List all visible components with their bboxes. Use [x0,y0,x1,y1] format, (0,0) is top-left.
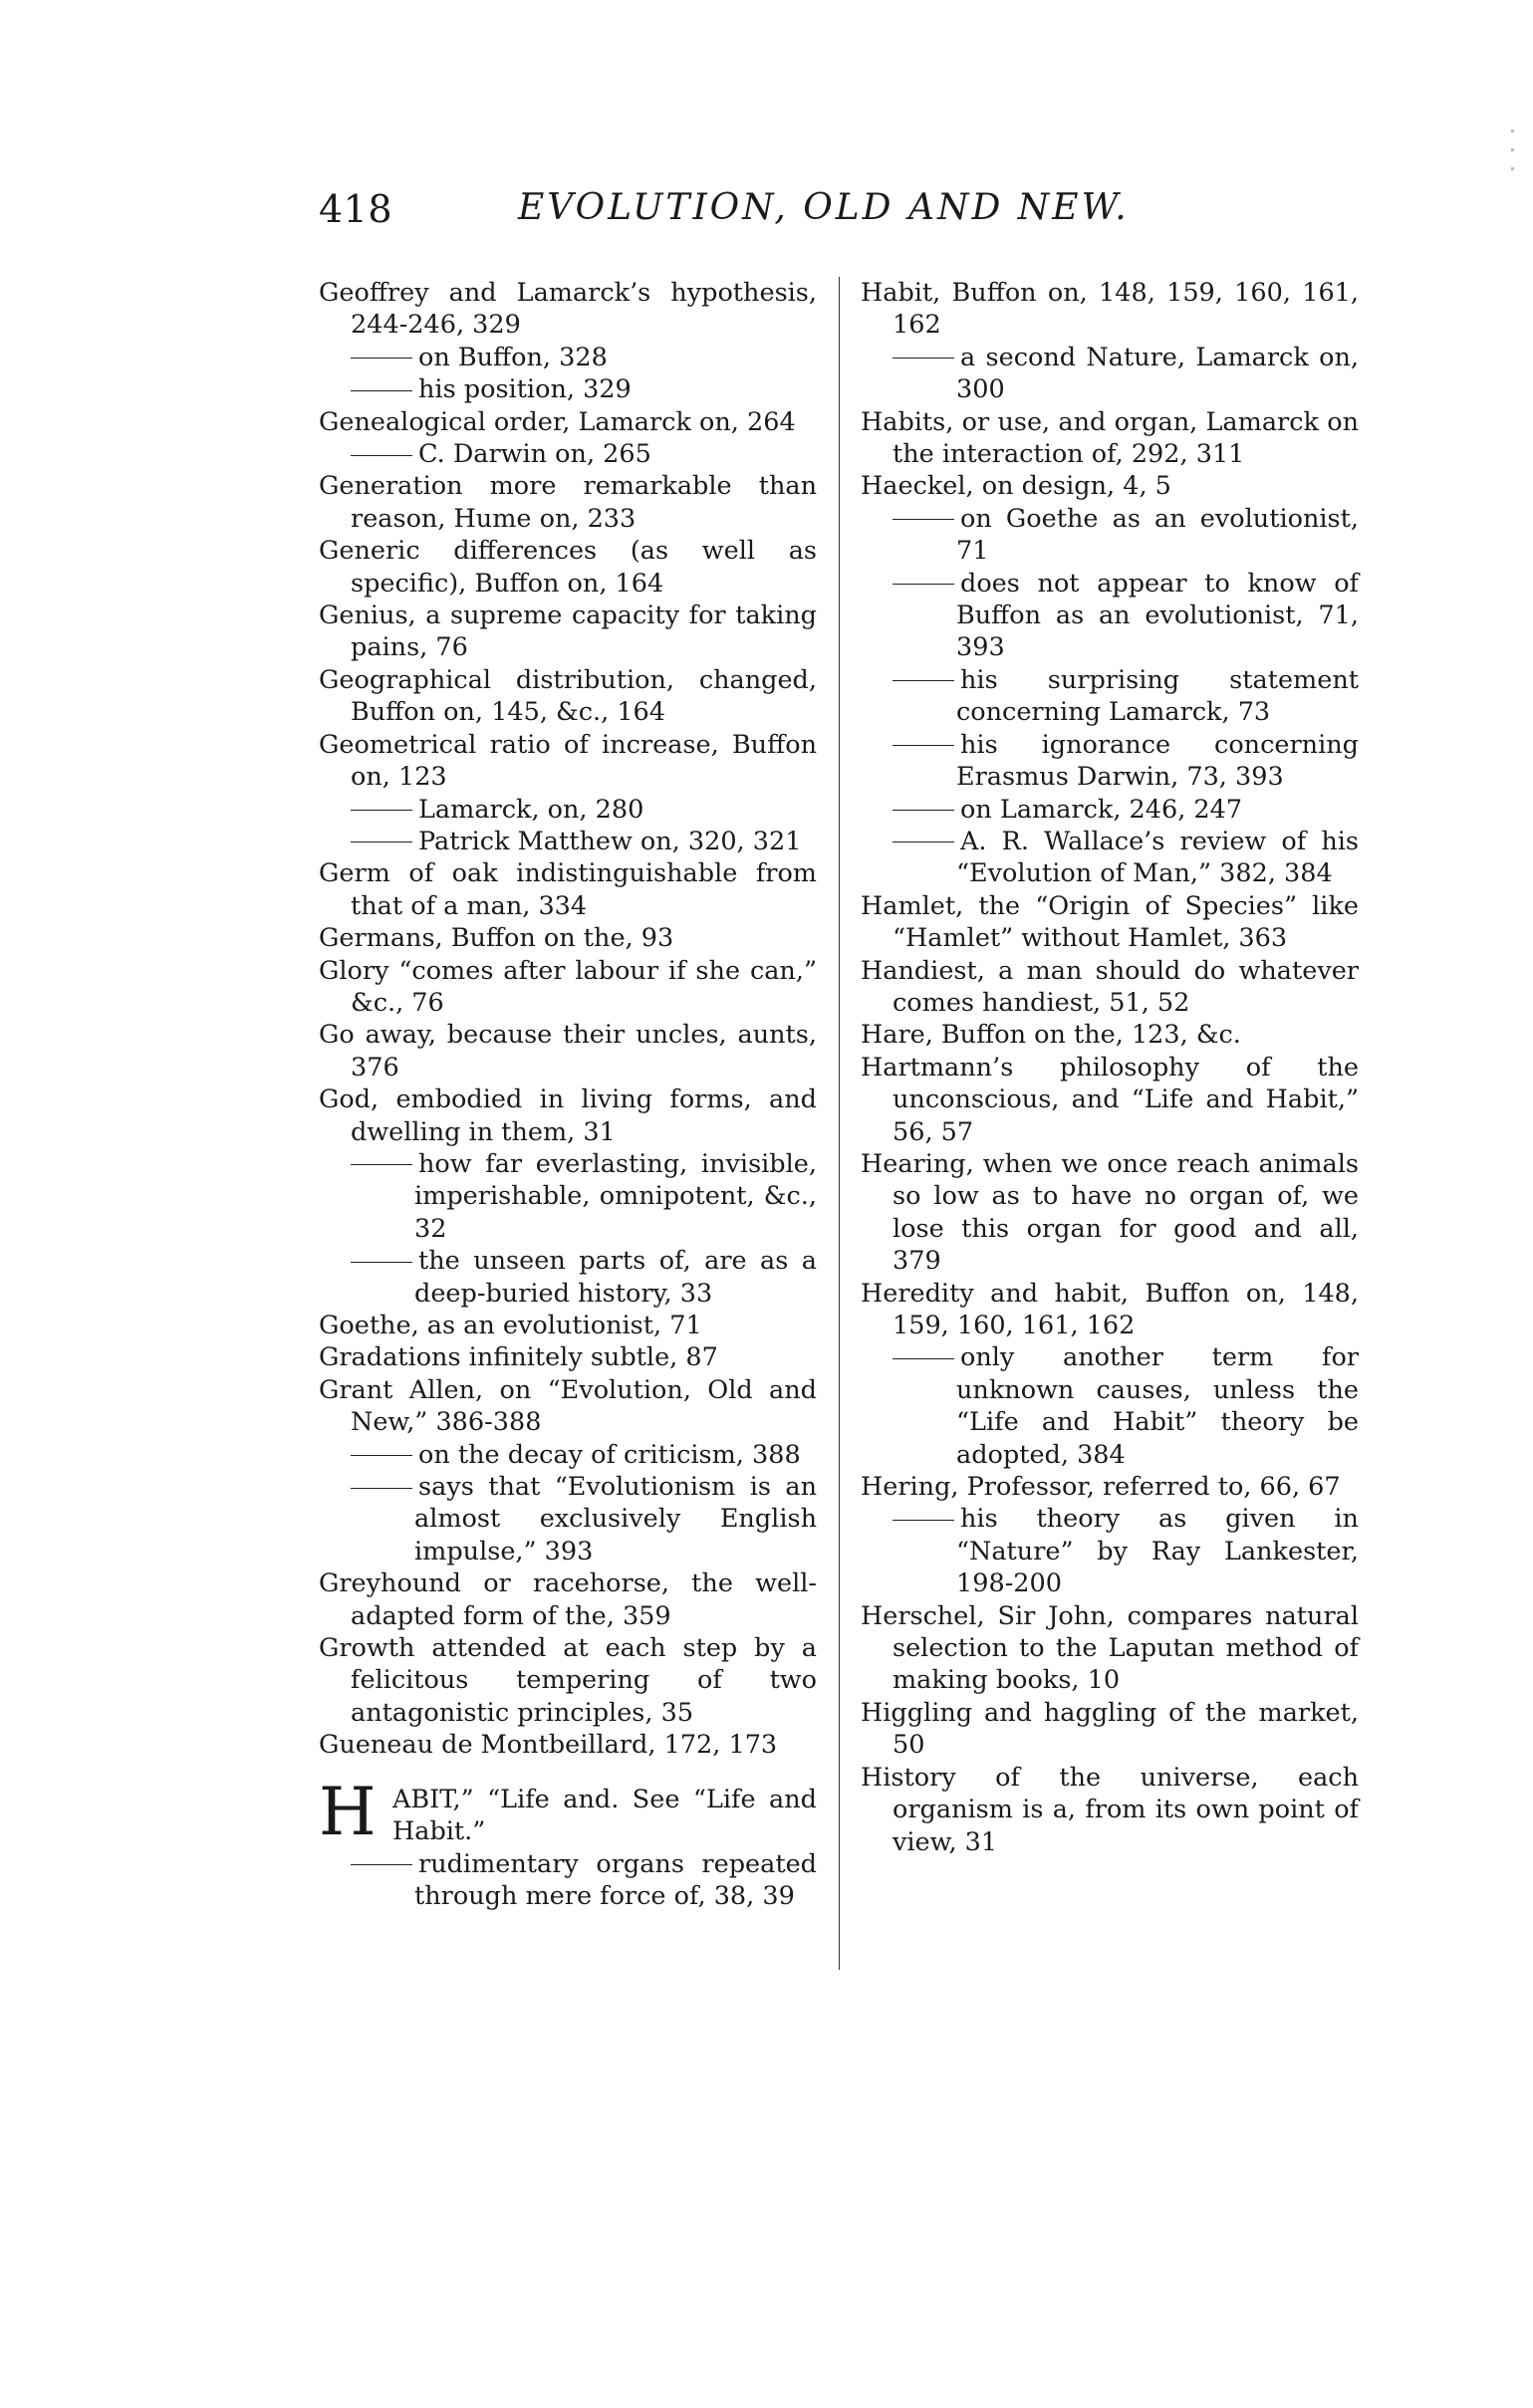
entry-text: on Buffon, 328 [418,342,608,372]
entry-text: Goethe, as an evolutionist, 71 [319,1311,702,1340]
index-subentry [319,342,817,373]
index-subentry [861,664,1359,729]
index-column-right [861,277,1359,1858]
index-entry [319,729,817,794]
index-subentry [861,342,1359,406]
index-entry [861,890,1359,955]
index-subentry [861,1503,1359,1599]
dash-rule [351,810,412,811]
dash-rule [351,1164,412,1165]
dash-rule [351,1455,412,1456]
dash-rule [893,842,954,843]
running-title: EVOLUTION, OLD AND NEW. [518,187,1130,228]
index-subentry [861,729,1359,794]
entry-text: Heredity and habit, Buffon on, 148, 159, 160, 161, 162 [861,1278,1359,1340]
index-subentry [861,826,1359,890]
dash-rule [351,1488,412,1489]
dash-rule [893,584,954,585]
index-entry [319,1567,817,1632]
entry-text: God, embodied in living forms, and dwelling in them, 31 [319,1084,817,1147]
entry-text: Patrick Matthew on, 320, 321 [418,826,802,856]
entry-text: the unseen parts of, are as a deep-buried history, 33 [414,1246,817,1309]
index-entry [319,535,817,600]
dash-rule [351,1262,412,1263]
entry-text: Habit, Buffon on, 148, 159, 160, 161, 162 [861,278,1359,341]
margin-marks [1511,129,1515,189]
entry-text: A. R. Wallace’s review of his “Evolution of Man,” 382, 384 [956,826,1359,889]
entry-text: his ignorance concerning Erasmus Darwin, 73, 393 [956,729,1359,793]
index-entry [861,1148,1359,1278]
index-subentry [319,1471,817,1567]
dash-rule [351,455,412,456]
index-subentry [319,1439,817,1471]
entry-text: Higgling and haggling of the market, 50 [861,1697,1359,1761]
index-entry [319,1632,817,1729]
entry-text: his position, 329 [418,374,632,405]
page-number: 418 [319,187,393,231]
entry-text: Germans, Buffon on the, 93 [319,923,674,954]
index-subentry [319,1148,817,1245]
entry-text: Go away, because their uncles, aunts, 376 [319,1020,817,1083]
index-entry [319,955,817,1020]
index-entry [319,922,817,954]
index-entry [319,1310,817,1341]
entry-text: Genealogical order, Lamarck on, 264 [319,406,796,437]
entry-text: Hamlet, the “Origin of Species” like “Hamlet” without Hamlet, 363 [861,890,1359,954]
entry-text: on Lamarck, 246, 247 [960,794,1243,825]
entry-text: Germ of oak indistinguishable from that of a man, 334 [319,858,817,921]
index-entry [861,1762,1359,1858]
index-subentry [319,826,817,857]
index-entry [861,1471,1359,1503]
entry-text: Glory “comes after labour if she can,” &c., 76 [319,955,817,1018]
entry-text: does not appear to know of Buffon as an evolutionist, 71, 393 [956,568,1359,663]
entry-text: Gradations infinitely subtle, 87 [319,1342,718,1373]
entry-text: C. Darwin on, 265 [418,439,651,470]
index-entry [319,406,817,438]
index-entry [319,1084,817,1148]
index-subentry [319,1848,817,1913]
entry-text: Handiest, a man should do whatever comes handiest, 51, 52 [861,955,1359,1018]
index-subentry [861,503,1359,568]
entry-text: his surprising statement concerning Lamarck, 73 [956,664,1359,728]
entry-text: on the decay of criticism, 388 [418,1439,801,1470]
index-entry [861,277,1359,342]
index-entry [319,1374,817,1439]
entry-text: Lamarck, on, 280 [418,794,644,825]
index-entry [319,1341,817,1373]
index-entry [319,857,817,922]
entry-text: Genius, a supreme capacity for taking pains, 76 [319,601,817,663]
entry-text: Geoffrey and Lamarck’s hypothesis, 244-246, 329 [319,278,817,341]
index-column-left [319,277,817,1912]
entry-text: Herschel, Sir John, compares natural selection to the Laputan method of making books, 10 [861,1600,1359,1696]
entry-text: rudimentary organs repeated through mere force of, 38, 39 [414,1848,817,1911]
entry-text: on Goethe as an evolutionist, 71 [956,503,1359,567]
index-entry [319,470,817,535]
index-subentry [861,568,1359,664]
entry-text: Hartmann’s philosophy of the unconscious, and “Life and Habit,” 56, 57 [861,1052,1359,1147]
index-entry [861,1697,1359,1762]
index-entry [861,1600,1359,1697]
index-entry [319,1019,817,1084]
index-entry [319,600,817,664]
index-subentry [319,373,817,405]
entry-text: History of the universe, each organism is a, from its own point of view, 31 [861,1762,1359,1857]
entry-text: Geometrical ratio of increase, Buffon on, 123 [319,729,817,793]
dash-rule [351,390,412,391]
index-subentry [861,1341,1359,1471]
index-subentry [861,794,1359,826]
dash-rule [351,358,412,359]
entry-text: Gueneau de Montbeillard, 172, 173 [319,1730,778,1761]
entry-text: Hering, Professor, referred to, 66, 67 [861,1472,1341,1503]
index-entry [861,470,1359,502]
index-entry [319,1729,817,1761]
dash-rule [893,680,954,681]
dash-rule [893,1520,954,1521]
habit-heading-entry [319,1773,817,1850]
dash-rule [351,1864,412,1865]
index-subentry [319,438,817,470]
entry-text: Growth attended at each step by a felicitous tempering of two antagonistic principles, 35 [319,1633,817,1728]
entry-text: Habits, or use, and organ, Lamarck on the interaction of, 292, 311 [861,406,1359,470]
index-subentry [319,1245,817,1310]
index-entry [319,277,817,342]
index-entry [319,664,817,729]
dash-rule [893,358,954,359]
entry-text: Generation more remarkable than reason, Hume on, 233 [319,471,817,534]
entry-text: his theory as given in “Nature” by Ray Lankester, 198-200 [956,1504,1359,1599]
entry-text: how far everlasting, invisible, imperishable, omnipotent, &c., 32 [414,1148,817,1244]
entry-text: Haeckel, on design, 4, 5 [861,471,1171,502]
entry-text: Hare, Buffon on the, 123, &c. [861,1020,1241,1051]
entry-text: Geographical distribution, changed, Buffon on, 145, &c., 164 [319,664,817,728]
column-divider [839,277,840,1970]
dash-rule [893,1358,954,1359]
index-entry [861,1052,1359,1148]
entry-text: Greyhound or racehorse, the well-adapted form of the, 359 [319,1568,817,1631]
entry-text: Generic differences (as well as specific), Buffon on, 164 [319,536,817,599]
drop-cap: H [319,1773,377,1850]
dash-rule [893,745,954,746]
habit-heading-text: ABIT,” “Life and. See “Life and Habit.” [392,1784,817,1847]
dash-rule [351,842,412,843]
entry-text: says that “Evolutionism is an almost exclusively English impulse,” 393 [414,1472,817,1566]
index-entry [861,1019,1359,1051]
index-entry [861,955,1359,1020]
dash-rule [893,519,954,520]
dash-rule [893,810,954,811]
entry-text: a second Nature, Lamarck on, 300 [956,342,1359,405]
index-subentry [319,794,817,826]
index-entry [861,1278,1359,1342]
entry-text: Grant Allen, on “Evolution, Old and New,” 386-388 [319,1374,817,1438]
index-entry [861,406,1359,471]
entry-text: only another term for unknown causes, unless the “Life and Habit” theory be adopted, 384 [956,1342,1359,1470]
entry-text: Hearing, when we once reach animals so low as to have no organ of, we lose this organ for good and all, 379 [861,1148,1359,1277]
